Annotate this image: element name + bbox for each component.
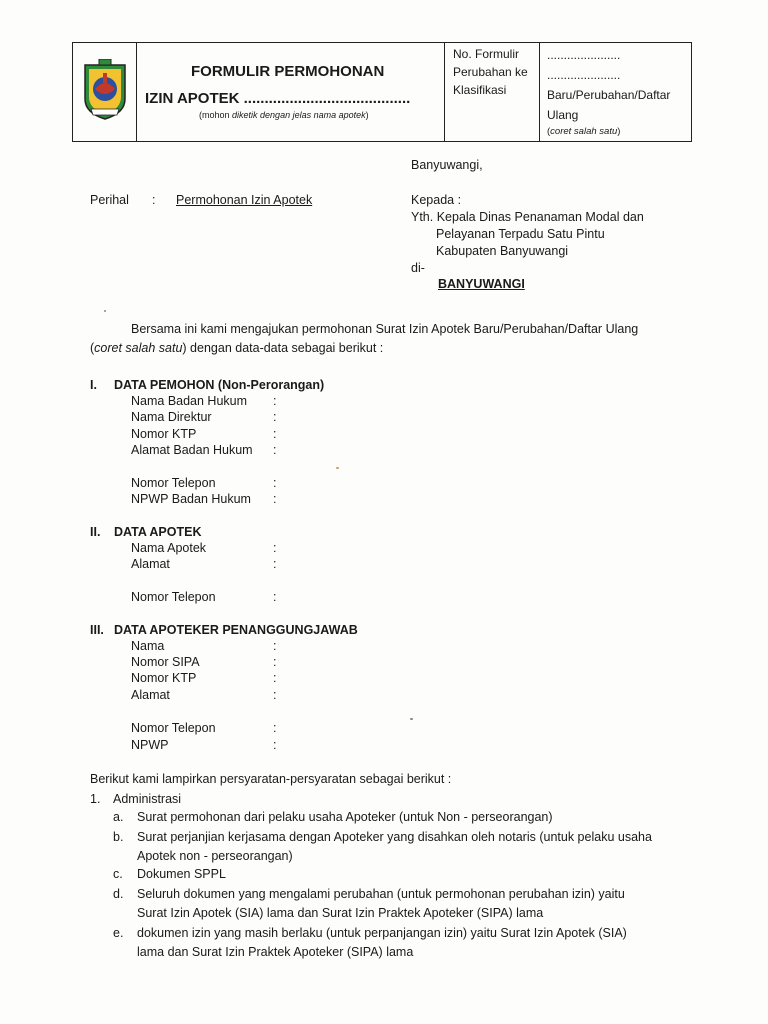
attach-sub-label: b. <box>113 830 124 844</box>
field-colon: : <box>273 738 277 752</box>
recipient-di: di- <box>411 261 425 275</box>
value-klasifikasi: Baru/Perubahan/Daftar <box>547 88 671 102</box>
field-colon: : <box>273 410 277 424</box>
attach-item-title: Administrasi <box>113 792 182 806</box>
field-label: Nama Apotek <box>131 541 207 555</box>
field-colon: : <box>273 541 277 555</box>
field-colon: : <box>273 476 277 490</box>
attach-sub-text: Surat permohonan dari pelaku usaha Apoteker (untuk Non - perseorangan) <box>137 810 553 824</box>
attach-sub-label: d. <box>113 887 124 901</box>
header-values <box>547 45 670 139</box>
perihal-value: Permohonan Izin Apotek <box>176 193 313 207</box>
label-no-formulir: No. Formulir <box>453 47 520 61</box>
field-colon: : <box>273 394 277 408</box>
field-label: Nomor Telepon <box>131 476 216 490</box>
field-label: Nomor SIPA <box>131 655 200 669</box>
divider <box>539 43 540 141</box>
section-1-num: I. <box>90 378 97 392</box>
field-colon: : <box>273 721 277 735</box>
section-1-title: DATA PEMOHON (Non-Perorangan) <box>114 378 325 392</box>
attach-sub-label: c. <box>113 867 123 881</box>
attach-sub-text: Dokumen SPPL <box>137 867 226 881</box>
scan-speck <box>336 467 339 469</box>
field-colon: : <box>273 688 277 702</box>
field-colon: : <box>273 557 277 571</box>
field-label: Nomor KTP <box>131 671 197 685</box>
value-perubahan-ke: ...................... <box>547 68 621 82</box>
field-colon: : <box>273 655 277 669</box>
recipient-city: BANYUWANGI <box>438 277 525 291</box>
perihal-label: Perihal <box>90 193 129 207</box>
form-subtitle: IZIN APOTEK ........................................ <box>145 90 411 107</box>
attach-sub-text: Seluruh dokumen yang mengalami perubahan (untuk permohonan perubahan izin) yaitu <box>137 887 625 901</box>
scan-speck <box>104 310 106 312</box>
attach-sub-text: Surat perjanjian kerjasama dengan Apoteker yang disahkan oleh notaris (untuk pelaku usaha <box>137 830 652 844</box>
form-title: FORMULIR PERMOHONAN <box>191 63 385 80</box>
section-2-title: DATA APOTEK <box>114 525 202 539</box>
field-colon: : <box>273 492 277 506</box>
value-klasifikasi-cont: Ulang <box>547 108 579 122</box>
attach-sub-label: e. <box>113 926 124 940</box>
field-label: NPWP <box>131 738 169 752</box>
intro-line1: Bersama ini kami mengajukan permohonan Surat Izin Apotek Baru/Perubahan/Daftar Ulang <box>131 322 639 336</box>
attach-sub-text: Surat Izin Apotek (SIA) lama dan Surat Izin Praktek Apoteker (SIPA) lama <box>137 906 544 920</box>
field-colon: : <box>273 671 277 685</box>
section-3-num: III. <box>90 623 104 637</box>
field-colon: : <box>273 443 277 457</box>
regency-emblem-icon <box>81 59 129 121</box>
header-labels <box>453 45 528 99</box>
place-date: Banyuwangi, <box>411 158 483 172</box>
attach-intro: Berikut kami lampirkan persyaratan-persyaratan sebagai berikut : <box>90 772 452 786</box>
field-label: Nomor Telepon <box>131 590 216 604</box>
perihal-sep: : <box>152 193 156 207</box>
attach-sub-label: a. <box>113 810 124 824</box>
label-perubahan-ke: Perubahan ke <box>453 65 528 79</box>
field-colon: : <box>273 590 277 604</box>
field-label: Nomor KTP <box>131 427 197 441</box>
recipient-line3: Kabupaten Banyuwangi <box>436 244 569 258</box>
value-no-formulir: ...................... <box>547 48 621 62</box>
attach-item-num: 1. <box>90 792 101 806</box>
divider <box>136 43 137 141</box>
field-label: Alamat <box>131 688 170 702</box>
scan-speck <box>410 718 413 720</box>
field-label: Nama <box>131 639 165 653</box>
recipient-kepada: Kepada : <box>411 193 462 207</box>
recipient-line1: Yth. Kepala Dinas Penanaman Modal dan <box>411 210 644 224</box>
field-label: Alamat <box>131 557 170 571</box>
attach-sub-text: Apotek non - perseorangan) <box>137 849 293 863</box>
field-label: Nama Direktur <box>131 410 212 424</box>
attach-sub-text: dokumen izin yang masih berlaku (untuk perpanjangan izin) yaitu Surat Izin Apotek (SIA) <box>137 926 627 940</box>
field-colon: : <box>273 427 277 441</box>
section-2-num: II. <box>90 525 101 539</box>
field-colon: : <box>273 639 277 653</box>
intro-line2: (coret salah satu) dengan data-data sebagai berikut : <box>90 341 384 355</box>
label-klasifikasi: Klasifikasi <box>453 83 507 97</box>
section-3-title: DATA APOTEKER PENANGGUNGJAWAB <box>114 623 358 637</box>
header-box <box>72 42 692 142</box>
recipient-line2: Pelayanan Terpadu Satu Pintu <box>436 227 605 241</box>
field-label: Nomor Telepon <box>131 721 216 735</box>
field-label: NPWP Badan Hukum <box>131 492 251 506</box>
field-label: Alamat Badan Hukum <box>131 443 253 457</box>
divider <box>444 43 445 141</box>
strike-note: (coret salah satu) <box>547 126 621 137</box>
attach-sub-text: lama dan Surat Izin Praktek Apoteker (SIPA) lama <box>137 945 414 959</box>
form-note: (mohon diketik dengan jelas nama apotek) <box>199 110 369 120</box>
field-label: Nama Badan Hukum <box>131 394 248 408</box>
